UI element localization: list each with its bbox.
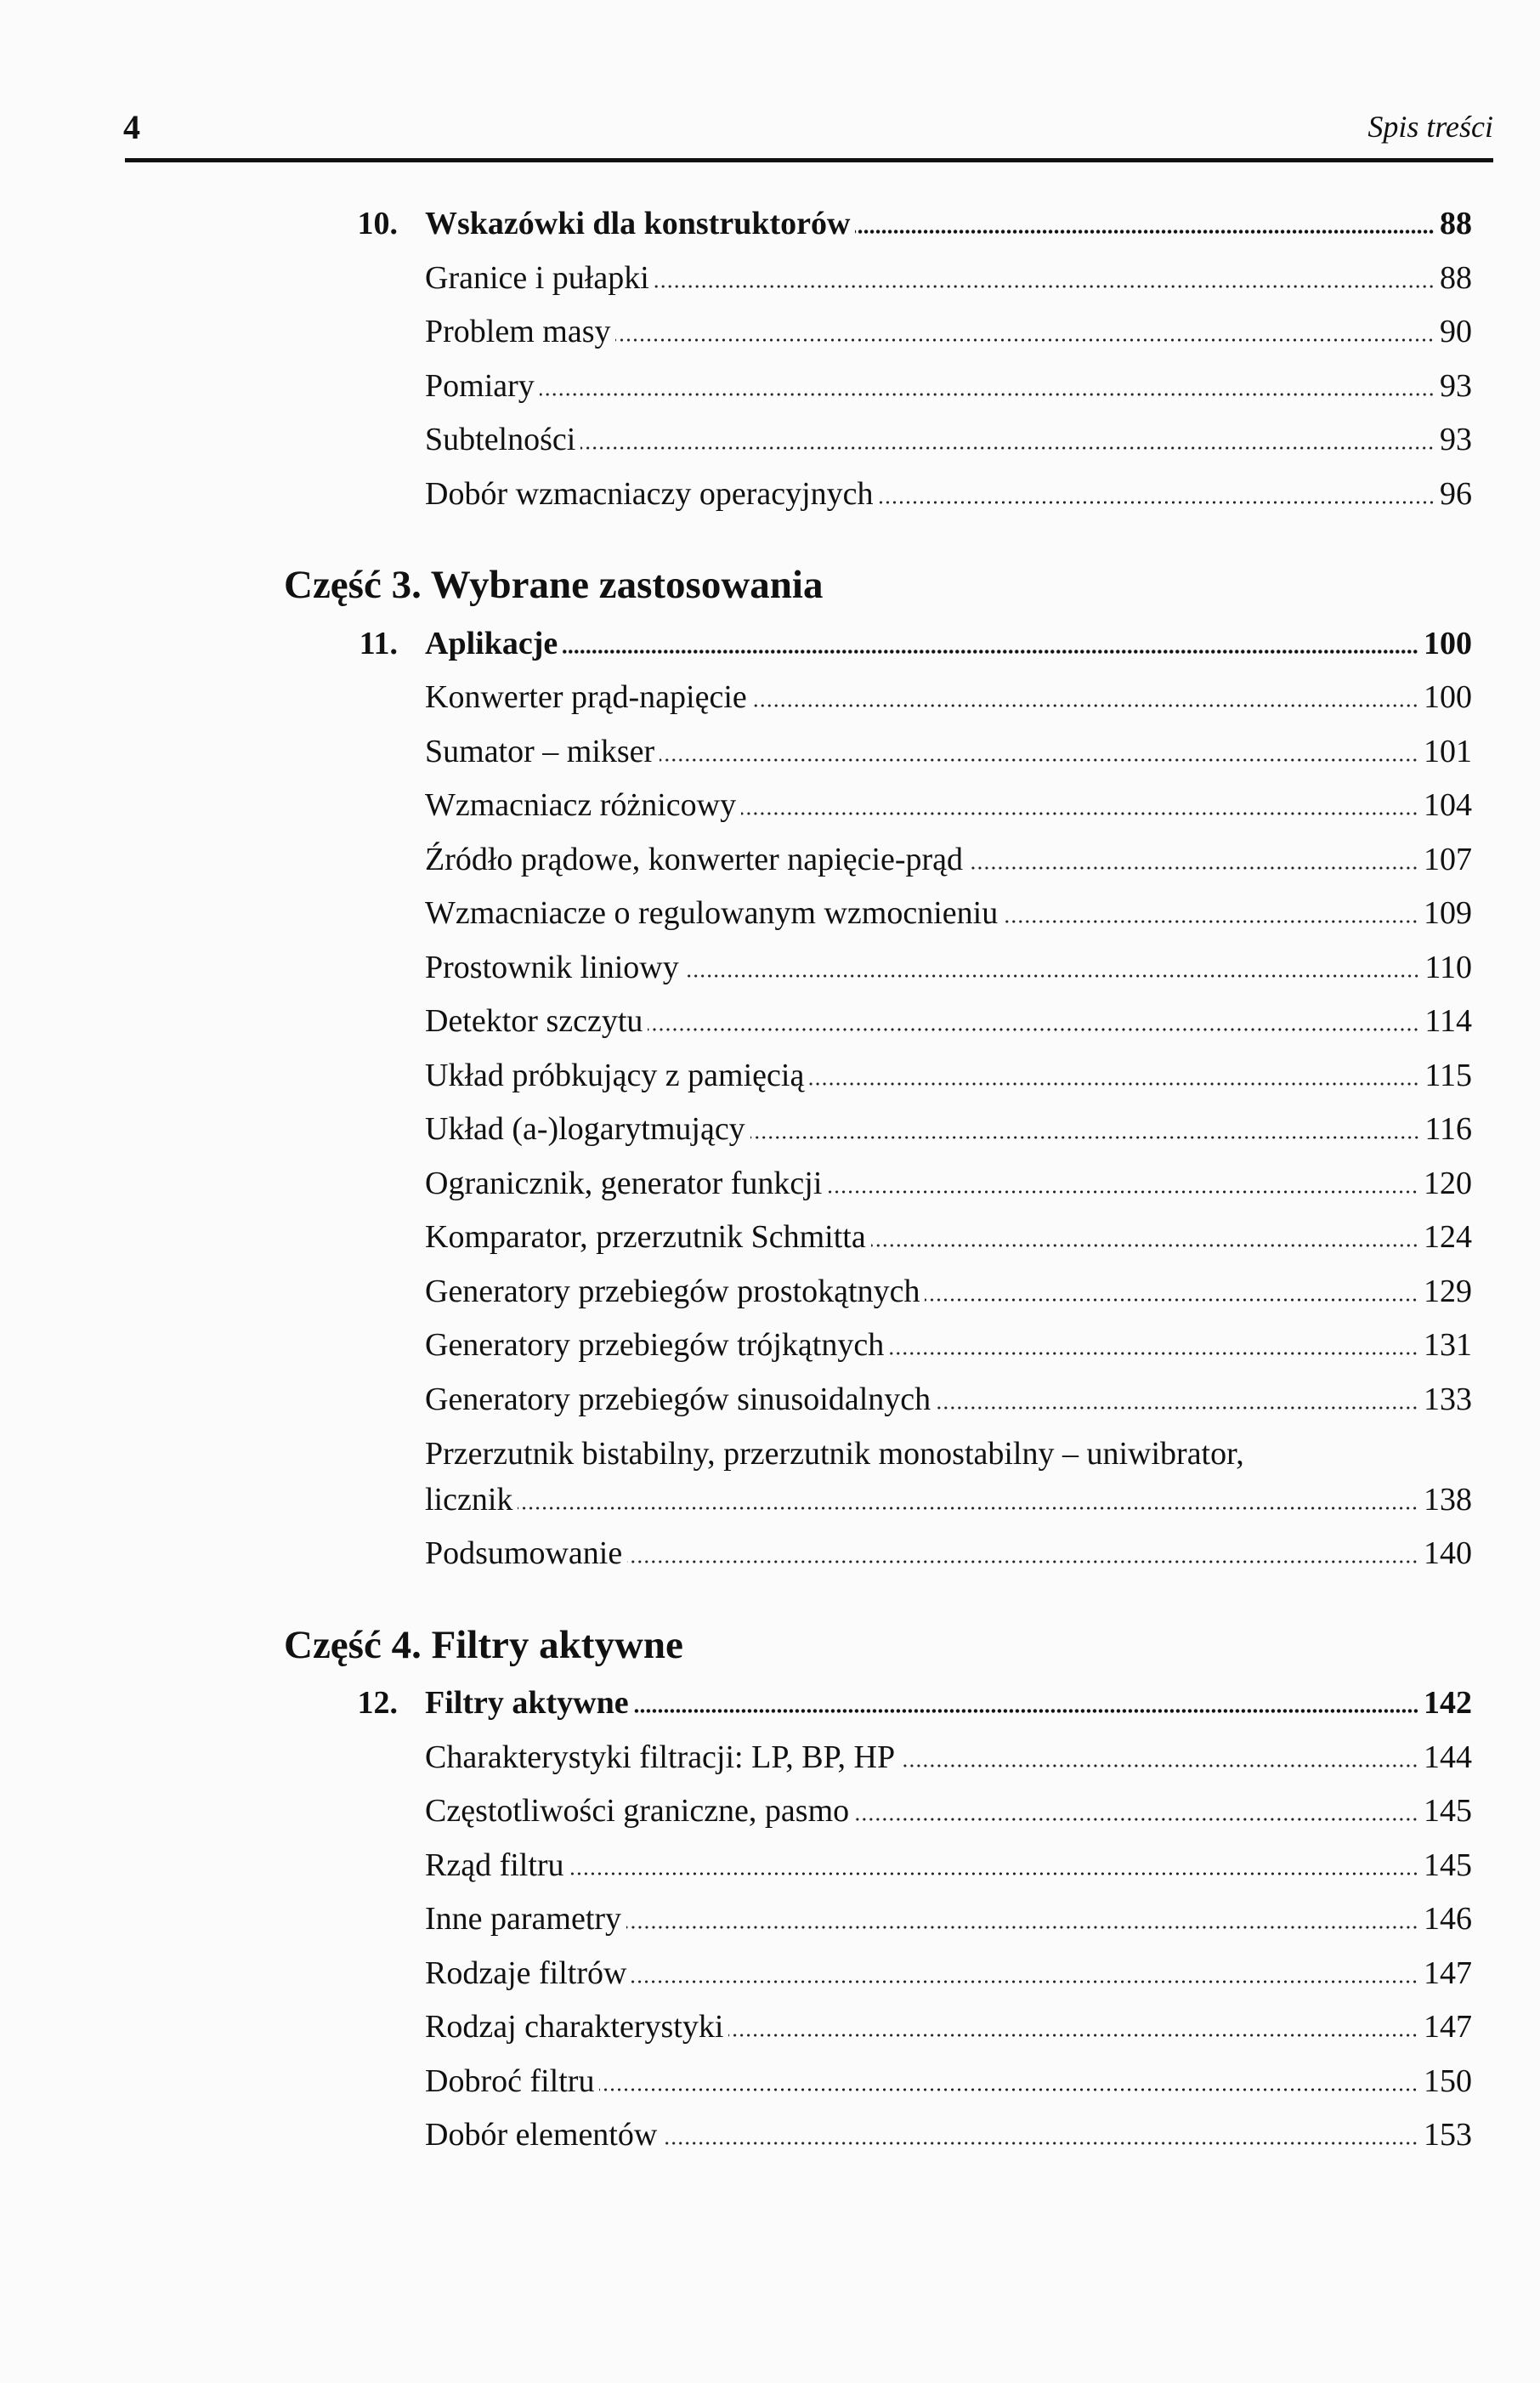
entry-line — [425, 468, 1472, 522]
dot-leader — [599, 2088, 1418, 2091]
entry-line — [425, 252, 1472, 306]
entry-title: Podsumowanie — [425, 1535, 623, 1571]
entry-line — [425, 2000, 1472, 2055]
chapter-entry — [0, 1677, 1540, 1731]
entry-line — [425, 1157, 1472, 1211]
entry-line — [425, 1677, 1472, 1731]
entry-page: 100 — [1424, 679, 1472, 715]
entry-line — [425, 1527, 1472, 1581]
entry-line — [425, 1839, 1472, 1893]
chapter-page: 142 — [1424, 1685, 1472, 1721]
entry-page: 153 — [1424, 2117, 1472, 2153]
entry-line — [425, 779, 1472, 833]
entry-line — [425, 995, 1472, 1049]
entry-title: Wzmacniacz różnicowy — [425, 787, 737, 823]
toc-entry — [0, 1784, 1540, 1839]
chapter-page: 88 — [1440, 206, 1472, 241]
entry-page: 124 — [1424, 1219, 1472, 1255]
entry-title: Źródło prądowe, konwerter napięcie-prąd — [425, 841, 964, 877]
dot-leader — [900, 1764, 1418, 1767]
entry-page: 116 — [1424, 1111, 1472, 1147]
entry-page: 96 — [1440, 475, 1472, 512]
toc-entry — [0, 725, 1540, 780]
dot-leader — [854, 1818, 1418, 1821]
entry-title: Generatory przebiegów trójkątnych — [425, 1327, 885, 1363]
entry-page: 109 — [1424, 895, 1472, 931]
toc-entry — [0, 2000, 1540, 2055]
entry-line — [425, 1211, 1472, 1265]
entry-title: Układ próbkujący z pamięcią — [425, 1057, 805, 1093]
toc-entry — [0, 1527, 1540, 1581]
entry-title: Układ (a-)logarytmujący — [425, 1111, 745, 1147]
entry-page: 101 — [1424, 733, 1472, 769]
entry-line — [425, 1947, 1472, 2001]
entry-title: Generatory przebiegów prostokątnych — [425, 1273, 920, 1309]
dot-leader — [750, 1136, 1420, 1139]
toc-entry — [0, 413, 1540, 468]
toc-entry — [0, 1373, 1540, 1427]
entry-line — [425, 1265, 1472, 1319]
dot-leader — [879, 501, 1435, 504]
entry-line — [425, 1892, 1472, 1947]
entry-line — [425, 1373, 1472, 1427]
part-heading: Część 4. Filtry aktywne — [284, 1622, 683, 1667]
entry-title: Dobór elementów — [425, 2117, 658, 2153]
chapter-title: Aplikacje — [425, 625, 558, 661]
entry-page: 140 — [1424, 1535, 1472, 1571]
entry-title: Konwerter prąd-napięcie — [425, 679, 747, 715]
toc-entry — [0, 360, 1540, 414]
chapter-number: 10. — [357, 206, 398, 241]
toc-entry — [0, 833, 1540, 888]
entry-title: Generatory przebiegów sinusoidalnych — [425, 1381, 931, 1417]
dot-leader — [889, 1352, 1418, 1355]
entry-page: 145 — [1424, 1793, 1472, 1829]
entry-line — [425, 833, 1472, 888]
toc-entry — [0, 1839, 1540, 1893]
chapter-number: 12. — [357, 1685, 398, 1721]
entry-page: 120 — [1424, 1165, 1472, 1201]
dot-leader — [741, 812, 1418, 815]
entry-page: 88 — [1440, 259, 1472, 296]
entry-line — [425, 671, 1472, 725]
entry-page: 93 — [1440, 422, 1472, 457]
entry-page: 93 — [1440, 367, 1472, 404]
entry-page: 147 — [1424, 1955, 1472, 1991]
entry-line-continued — [425, 1477, 1472, 1523]
dot-leader — [855, 230, 1435, 234]
toc-entry — [0, 671, 1540, 725]
dot-leader — [540, 393, 1435, 396]
toc-entry — [0, 1892, 1540, 1947]
dot-leader — [660, 758, 1418, 762]
entry-page: 145 — [1424, 1847, 1472, 1883]
toc-entry — [0, 1427, 1540, 1527]
dot-leader — [569, 1872, 1418, 1875]
entry-page: 133 — [1424, 1381, 1472, 1417]
entry-title: Wzmacniacze o regulowanym wzmocnieniu — [425, 895, 999, 931]
entry-title: Ogranicznik, generator funkcji — [425, 1165, 823, 1201]
entry-title: Inne parametry — [425, 1901, 622, 1937]
dot-leader — [728, 2034, 1418, 2037]
toc-entry — [0, 1731, 1540, 1785]
chapter-title: Filtry aktywne — [425, 1685, 629, 1721]
dot-leader — [580, 446, 1435, 450]
dot-leader — [684, 974, 1420, 978]
toc-entry — [0, 1049, 1540, 1104]
dot-leader — [752, 704, 1418, 707]
entry-line — [425, 413, 1472, 468]
entry-line — [425, 305, 1472, 360]
toc-entry — [0, 468, 1540, 522]
entry-line — [425, 1784, 1472, 1839]
dot-leader — [968, 866, 1418, 870]
toc-entry — [0, 941, 1540, 996]
entry-line — [425, 1731, 1472, 1785]
entry-title: Detektor szczytu — [425, 1003, 643, 1039]
toc-entry — [0, 252, 1540, 306]
header-rule — [125, 158, 1493, 162]
entry-page: 114 — [1424, 1003, 1472, 1039]
entry-title: Komparator, przerzutnik Schmitta — [425, 1219, 866, 1255]
entry-page: 131 — [1424, 1327, 1472, 1363]
dot-leader — [654, 285, 1435, 288]
dot-leader — [827, 1190, 1418, 1194]
dot-leader — [627, 1560, 1418, 1563]
entry-page: 115 — [1424, 1057, 1472, 1093]
entry-page: 110 — [1424, 949, 1472, 985]
entry-line — [425, 617, 1472, 672]
entry-title: Dobór wzmacniaczy operacyjnych — [425, 475, 874, 512]
entry-page: 129 — [1424, 1273, 1472, 1309]
dot-leader — [631, 1980, 1418, 1983]
chapter-entry — [0, 197, 1540, 252]
entry-page: 138 — [1424, 1482, 1472, 1518]
toc-entry — [0, 1157, 1540, 1211]
entry-line — [425, 1319, 1472, 1373]
entry-title: Granice i pułapki — [425, 259, 649, 296]
dot-leader — [626, 1926, 1418, 1929]
part-heading: Część 3. Wybrane zastosowania — [284, 563, 824, 607]
entry-title: Przerzutnik bistabilny, przerzutnik monostabilny – uniwibrator, — [425, 1436, 1244, 1472]
entry-page: 146 — [1424, 1901, 1472, 1937]
toc-entry — [0, 1319, 1540, 1373]
entry-line — [425, 941, 1472, 996]
table-of-contents — [0, 197, 1540, 2163]
entry-line — [425, 1049, 1472, 1104]
toc-entry — [0, 305, 1540, 360]
entry-line — [425, 1431, 1472, 1523]
entry-title-continued: licznik — [425, 1482, 513, 1518]
entry-page: 144 — [1424, 1739, 1472, 1775]
toc-entry — [0, 1265, 1540, 1319]
entry-title: Dobroć filtru — [425, 2062, 595, 2099]
dot-leader — [518, 1506, 1418, 1510]
chapter-entry — [0, 617, 1540, 672]
entry-page: 104 — [1424, 787, 1472, 823]
entry-title: Sumator – mikser — [425, 733, 655, 769]
entry-line — [425, 2108, 1472, 2163]
dot-leader — [662, 2142, 1418, 2145]
entry-title: Rodzaj charakterystyki — [425, 2009, 724, 2045]
entry-line — [425, 2055, 1472, 2109]
entry-title: Rodzaje filtrów — [425, 1955, 627, 1991]
dot-leader — [1003, 920, 1418, 923]
dot-leader — [563, 650, 1418, 654]
dot-leader — [809, 1082, 1419, 1086]
chapter-title: Wskazówki dla konstruktorów — [425, 206, 851, 241]
dot-leader — [936, 1406, 1418, 1410]
dot-leader — [634, 1709, 1418, 1713]
toc-entry — [0, 2108, 1540, 2163]
entry-line — [425, 1103, 1472, 1157]
entry-title: Prostownik liniowy — [425, 949, 679, 985]
entry-page: 147 — [1424, 2009, 1472, 2045]
entry-line — [425, 725, 1472, 780]
entry-title: Rząd filtru — [425, 1847, 564, 1883]
toc-entry — [0, 779, 1540, 833]
dot-leader — [615, 338, 1435, 342]
dot-leader — [925, 1298, 1418, 1302]
entry-line — [425, 360, 1472, 414]
toc-entry — [0, 887, 1540, 941]
toc-entry — [0, 1947, 1540, 2001]
entry-title: Charakterystyki filtracji: LP, BP, HP — [425, 1739, 896, 1775]
running-title: Spis treści — [1367, 110, 1493, 144]
dot-leader — [871, 1244, 1418, 1247]
entry-line — [425, 197, 1472, 252]
entry-title: Częstotliwości graniczne, pasmo — [425, 1793, 850, 1829]
page-number: 4 — [123, 108, 140, 146]
entry-page: 90 — [1440, 314, 1472, 349]
toc-entry — [0, 1211, 1540, 1265]
toc-entry — [0, 1103, 1540, 1157]
entry-title: Subtelności — [425, 422, 576, 457]
entry-title: Pomiary — [425, 367, 535, 404]
entry-line — [425, 887, 1472, 941]
chapter-number: 11. — [359, 625, 398, 661]
entry-page: 150 — [1424, 2062, 1472, 2099]
toc-entry — [0, 2055, 1540, 2109]
toc-entry — [0, 995, 1540, 1049]
entry-page: 107 — [1424, 841, 1472, 877]
chapter-page: 100 — [1424, 625, 1472, 661]
entry-title: Problem masy — [425, 314, 611, 349]
dot-leader — [648, 1028, 1419, 1031]
